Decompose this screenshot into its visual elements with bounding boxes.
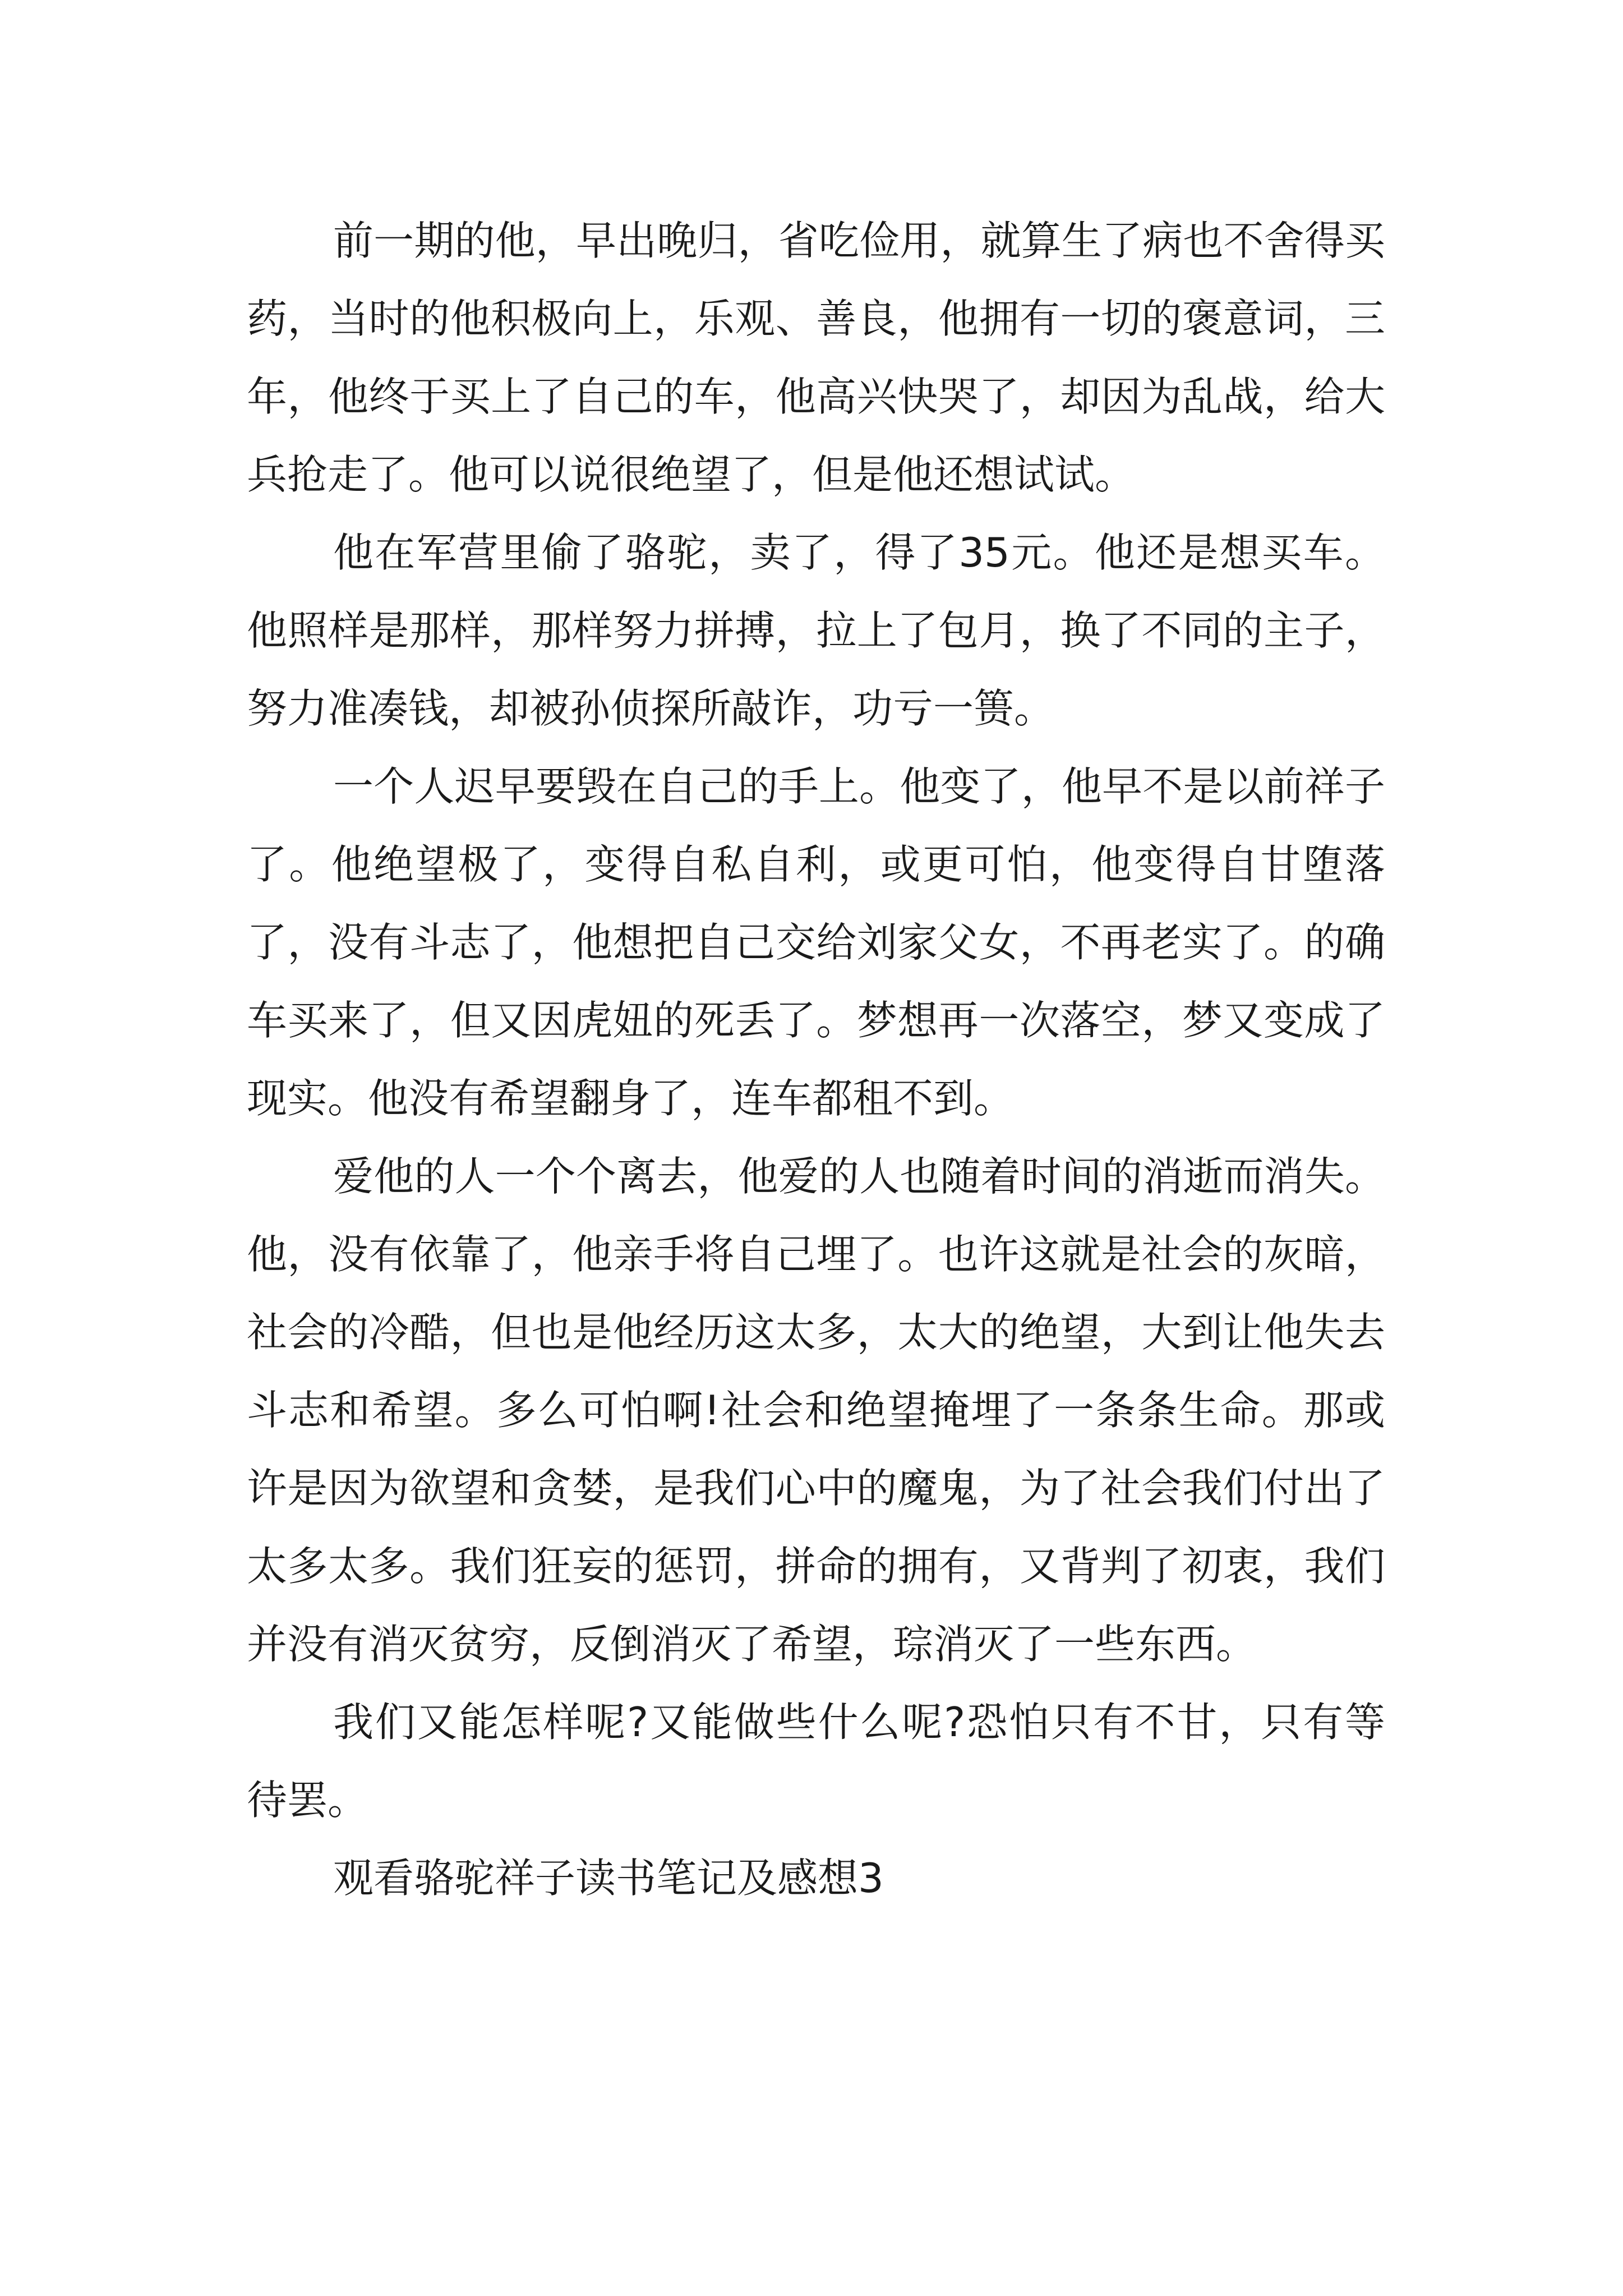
paragraph-4: 爱他的人一个个离去，他爱的人也随着时间的消逝而消失。他，没有依靠了，他亲手将自己埋了。也许这就是社会的灰暗，社会的冷酷，但也是他经历这太多，太大的绝望，大到让他失去斗志和希望。多么可怕啊!社会和绝望掩埋了一条条生命。那或许是因为欲望和贪婪，是我们心中的魔鬼，为了社会我们付出了太多太多。我们狂妄的惩罚，拼命的拥有，又背判了初衷，我们并没有消灭贫穷，反倒消灭了希望，琮消灭了一些东西。 <box>247 1153 1385 1668</box>
document-body <box>247 202 1385 1917</box>
paragraph-5: 我们又能怎样呢?又能做些什么呢?恐怕只有不甘，只有等待罢。 <box>247 1699 1385 1824</box>
section-heading: 观看骆驼祥子读书笔记及感想3 <box>333 1855 884 1902</box>
paragraph-1: 前一期的他，早出晚归，省吃俭用，就算生了病也不舍得买药，当时的他积极向上，乐观、善良，他拥有一切的褒意词，三年，他终于买上了自己的车，他高兴快哭了，却因为乱战，给大兵抢走了。他可以说很绝望了，但是他还想试试。 <box>247 217 1385 498</box>
paragraph-2: 他在军营里偷了骆驼，卖了，得了35元。他还是想买车。他照样是那样，那样努力拼搏，拉上了包月，换了不同的主子，努力准凑钱，却被孙侦探所敲诈，功亏一篑。 <box>247 529 1385 732</box>
paragraph-3: 一个人迟早要毁在自己的手上。他变了，他早不是以前祥子了。他绝望极了，变得自私自利，或更可怕，他变得自甘堕落了，没有斗志了，他想把自己交给刘家父女，不再老实了。的确车买来了，但又因虎妞的死丢了。梦想再一次落空，梦又变成了现实。他没有希望翻身了，连车都租不到。 <box>247 763 1385 1122</box>
